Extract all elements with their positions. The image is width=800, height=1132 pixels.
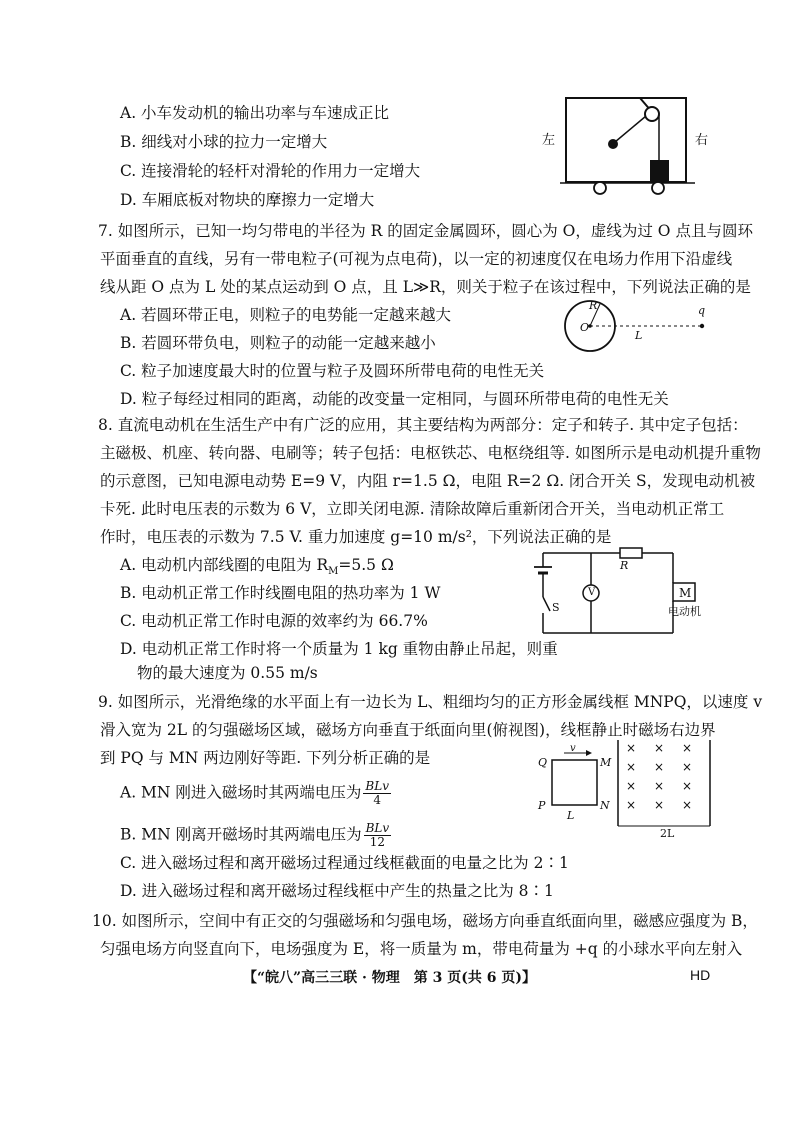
- pendulum-string: [615, 116, 646, 142]
- field-cross: ×: [654, 741, 665, 755]
- q10-stem-line2: 匀强电场方向竖直向下，电场强度为 E，将一质量为 m，带电荷量为 +q 的小球水平向左射入: [100, 940, 743, 958]
- q9-label-N: N: [600, 799, 610, 812]
- q9-stem-line1: 9. 如图所示，光滑绝缘的水平面上有一边长为 L、粗细均匀的正方形金属线框 MNPQ，以速度 v: [98, 693, 763, 711]
- q7-stem-line3: 线从距 O 点为 L 处的某点运动到 O 点，且 L≫R，则关于粒子在该过程中，下列说法正确的是: [100, 278, 751, 296]
- field-cross: ×: [682, 760, 693, 774]
- q9-field-figure: [530, 740, 715, 835]
- q6-option-c: C. 连接滑轮的轻杆对滑轮的作用力一定增大: [120, 162, 421, 180]
- velocity-arrowhead: [586, 750, 592, 756]
- q8-stem-line1: 8. 直流电动机在生活生产中有广泛的应用，其主要结构为两部分：定子和转子. 其中定子包括：: [98, 416, 748, 434]
- q9-label-M: M: [600, 756, 612, 769]
- q8-label-V: V: [588, 587, 596, 598]
- q7-stem-line1: 7. 如图所示，已知一均匀带电的半径为 R 的固定金属圆环，圆心为 O，虚线为过 O 点且与圆环: [98, 222, 753, 240]
- field-crosses: [626, 741, 692, 812]
- q7-option-a: A. 若圆环带正电，则粒子的电势能一定越来越大: [120, 306, 452, 324]
- q9-option-a-denominator: 4: [373, 793, 382, 807]
- q9-option-b-text: B. MN 刚离开磁场时其两端电压为: [120, 825, 362, 844]
- page-footer-title: 【“皖八”高三三联 · 物理 第 3 页(共 6 页)】: [243, 970, 536, 986]
- field-cross: ×: [654, 760, 665, 774]
- q7-option-b: B. 若圆环带负电，则粒子的动能一定越来越小: [120, 334, 436, 352]
- field-cross: ×: [654, 779, 665, 793]
- q6-fig-left-label: 左: [542, 133, 556, 148]
- q8-option-d-cont: 物的最大速度为 0.55 m/s: [137, 664, 318, 682]
- q8-stem-line5: 作时，电压表的示数为 7.5 V. 重力加速度 g=10 m/s²，下列说法正确的是: [100, 528, 612, 546]
- q7-label-L: L: [635, 329, 643, 342]
- field-cross: ×: [682, 798, 693, 812]
- cart-wheel-right: [652, 182, 664, 194]
- q9-option-d: D. 进入磁场过程和离开磁场过程线框中产生的热量之比为 8∶1: [120, 882, 554, 900]
- q6-cart-figure: [560, 88, 695, 198]
- q9-label-width: 2L: [660, 827, 675, 840]
- q8-label-S: S: [552, 601, 560, 614]
- q7-label-O: O: [580, 321, 590, 334]
- field-cross: ×: [626, 741, 637, 755]
- q9-option-b: [120, 822, 391, 849]
- q7-option-d: D. 粒子每经过相同的距离，动能的改变量一定相同，与圆环所带电荷的电性无关: [120, 390, 669, 408]
- q9-label-v: v: [570, 743, 576, 754]
- field-cross: ×: [654, 798, 665, 812]
- q8-option-a-text: A. 电动机内部线圈的电阻为 R: [120, 556, 329, 574]
- pulley: [645, 107, 659, 121]
- q9-option-b-numerator: BLv: [365, 821, 390, 835]
- q8-option-a-tail: =5.5 Ω: [338, 556, 394, 574]
- q9-option-a-text: A. MN 刚进入磁场时其两端电压为: [120, 783, 362, 802]
- q6-option-a: A. 小车发动机的输出功率与车速成正比: [120, 104, 390, 122]
- q9-option-a-fraction: [363, 780, 391, 807]
- q8-stem-line2: 主磁极、机座、转向器、电刷等；转子包括：电枢铁芯、电枢绕组等. 如图所示是电动机提升重物: [100, 444, 761, 462]
- field-cross: ×: [682, 779, 693, 793]
- q8-label-R: R: [620, 559, 629, 572]
- q7-option-c: C. 粒子加速度最大时的位置与粒子及圆环所带电荷的电性无关: [120, 362, 545, 380]
- q7-stem-line2: 平面垂直的直线，另有一带电粒子(可视为点电荷)，以一定的初速度仅在电场力作用下沿虚线: [100, 250, 733, 268]
- q8-option-b: B. 电动机正常工作时线圈电阻的热功率为 1 W: [120, 584, 441, 602]
- field-cross: ×: [626, 760, 637, 774]
- q9-stem-line3: 到 PQ 与 MN 两边刚好等距. 下列分析正确的是: [100, 749, 431, 767]
- resistor: [620, 548, 642, 558]
- q6-fig-right-label: 右: [695, 133, 709, 148]
- pendulum-ball: [608, 139, 618, 149]
- q9-option-a: [120, 780, 391, 807]
- field-cross: ×: [626, 779, 637, 793]
- q9-option-c: C. 进入磁场过程和离开磁场过程通过线框截面的电量之比为 2∶1: [120, 854, 569, 872]
- q7-label-R: R: [589, 299, 598, 312]
- field-cross: ×: [682, 741, 693, 755]
- q9-option-b-denominator: 12: [369, 835, 386, 849]
- q9-stem-line2: 滑入宽为 2L 的匀强磁场区域，磁场方向垂直于纸面向里(俯视图)，线框静止时磁场右边界: [100, 721, 716, 739]
- q9-label-L: L: [567, 809, 575, 822]
- q9-option-a-numerator: BLv: [365, 779, 389, 793]
- q8-option-a: [120, 555, 394, 582]
- q8-label-motor: 电动机: [668, 605, 701, 618]
- block: [650, 160, 669, 182]
- charge-point: [700, 324, 704, 328]
- square-frame: [552, 760, 597, 805]
- field-cross: ×: [626, 798, 637, 812]
- q9-label-Q: Q: [538, 756, 548, 769]
- cart-wheel-left: [594, 182, 606, 194]
- q6-option-b: B. 细线对小球的拉力一定增大: [120, 133, 328, 151]
- page-footer-code: HD: [690, 967, 711, 983]
- q6-option-d: D. 车厢底板对物块的摩擦力一定增大: [120, 191, 375, 209]
- q8-stem-line4: 卡死. 此时电压表的示数为 6 V，立即关闭电源. 清除故障后重新闭合开关，当电动机正常工: [100, 500, 725, 518]
- switch-lever: [543, 597, 550, 611]
- q8-option-a-sub: M: [328, 566, 339, 578]
- q8-stem-line3: 的示意图，已知电源电动势 E=9 V，内阻 r=1.5 Ω，电阻 R=2 Ω. 闭合开关 S，发现电动机被: [100, 472, 756, 490]
- q8-option-d: D. 电动机正常工作时将一个质量为 1 kg 重物由静止吊起，则重: [120, 640, 558, 658]
- q7-label-q: q: [698, 304, 706, 317]
- q10-stem-line1: 10. 如图所示，空间中有正交的匀强磁场和匀强电场，磁场方向垂直纸面向里，磁感应强度为 B，: [92, 912, 758, 930]
- q9-option-b-fraction: [364, 822, 392, 849]
- q8-label-M: M: [679, 586, 692, 600]
- q9-label-P: P: [538, 799, 546, 812]
- q8-option-c: C. 电动机正常工作时电源的效率约为 66.7%: [120, 612, 428, 630]
